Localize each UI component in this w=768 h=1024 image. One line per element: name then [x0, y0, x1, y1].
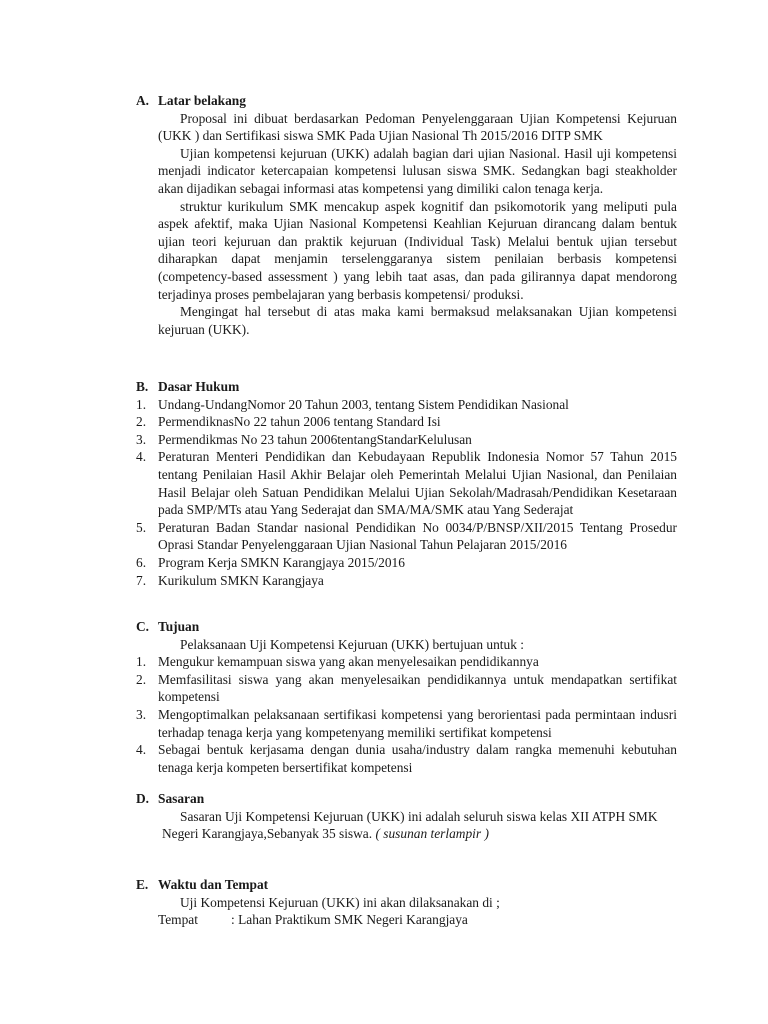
paragraph: Sasaran Uji Kompetensi Kejuruan (UKK) ini adalah seluruh siswa kelas XII ATPH SMK [180, 808, 658, 824]
list-item [136, 413, 677, 431]
paragraph: Mengingat hal tersebut di atas maka kami bermaksud melaksanakan Ujian kompetensi kejuruan (UKK). [158, 304, 677, 337]
list-text: Peraturan Menteri Pendidikan dan Kebudayaan Republik Indonesia Nomor 57 Tahun 2015 tentang Penilaian Hasil Akhir Belajar oleh Pemerintah Melalui Ujian Nasional, dan Penilaian Hasil Belajar oleh Satuan Pendidikan Melalui Ujian Sekolah/Madrasah/Pendidikan Kesetaraan pada SMP/MTs atau Yang Sederajat dan SMA/MA/SMK atau Yang Sederajat [158, 449, 677, 518]
list-number: 2. [136, 414, 147, 430]
list-item [136, 741, 677, 776]
list-item [136, 653, 677, 671]
list-text: Program Kerja SMKN Karangjaya 2015/2016 [158, 554, 405, 570]
list-item [136, 671, 677, 706]
section-heading [136, 790, 677, 808]
paragraph: struktur kurikulum SMK mencakup aspek kognitif dan psikomotorik yang meliputi pula aspek afektif, maka Ujian Nasional Kompetensi Keahlian Kejuruan dirancang dalam bentuk ujian teori kejuruan dan praktik kejuruan (Individual Task) Melalui bentuk ujian tersebut diharapkan dapat menjamin terselenggaranya sistem penilaian berbasis kompetensi (competency-based assessment ) yang lebih taat asas, dan pada gilirannya dapat mendorong terjadinya proses pembelajaran yang berbasis kompetensi/ produksi. [158, 198, 677, 302]
list-text: Undang-UndangNomor 20 Tahun 2003, tentang Sistem Pendidikan Nasional [158, 396, 569, 412]
attachment-note: ( susunan terlampir ) [375, 826, 489, 842]
place-label: Tempat [158, 912, 198, 928]
list-number: 7. [136, 572, 147, 588]
list-text: Kurikulum SMKN Karangjaya [158, 572, 324, 588]
paragraph: Pelaksanaan Uji Kompetensi Kejuruan (UKK) bertujuan untuk : [180, 636, 524, 652]
section-letter: A. [136, 93, 150, 108]
section-sasaran [136, 790, 677, 843]
section-heading [136, 618, 677, 636]
section-heading [136, 876, 677, 894]
list-text: Sebagai bentuk kerjasama dengan dunia usaha/industry dalam rangka memenuhi kebutuhan tenaga kerja kompeten bersertifikat kompetensi [158, 742, 677, 775]
section-heading [136, 378, 677, 396]
section-title: Latar belakang [158, 93, 246, 108]
list-number: 1. [136, 396, 147, 412]
list-number: 1. [136, 654, 147, 670]
section-title: Tujuan [158, 619, 200, 634]
list-item [136, 554, 677, 572]
place-value: : Lahan Praktikum SMK Negeri Karangjaya [231, 912, 468, 928]
section-title: Waktu dan Tempat [158, 877, 269, 892]
section-letter: E. [136, 877, 149, 892]
list-number: 2. [136, 671, 147, 687]
list-item [136, 431, 677, 449]
objectives-list [136, 653, 677, 776]
list-item [136, 396, 677, 414]
list-item [136, 572, 677, 590]
list-text: PermendiknasNo 22 tahun 2006 tentang Standard Isi [158, 414, 441, 430]
target-count-text: Negeri Karangjaya,Sebanyak 35 siswa. [162, 826, 373, 842]
place-row [158, 911, 677, 929]
list-number: 4. [136, 449, 147, 465]
list-text: Mengukur kemampuan siswa yang akan menyelesaikan pendidikannya [158, 654, 539, 670]
list-number: 5. [136, 519, 147, 535]
paragraph: Uji Kompetensi Kejuruan (UKK) ini akan dilaksanakan di ; [180, 894, 500, 910]
section-heading [136, 92, 677, 110]
paragraph [158, 825, 677, 843]
section-tujuan [136, 618, 677, 776]
list-text: Mengoptimalkan pelaksanaan sertifikasi kompetensi yang berorientasi pada permintaan indusri terhadap tenaga kerja yang kompetenyang memiliki sertifikat kompetensi [158, 706, 677, 740]
list-number: 3. [136, 706, 147, 722]
section-latar-belakang [136, 92, 677, 338]
list-item [136, 519, 677, 554]
paragraph: Ujian kompetensi kejuruan (UKK) adalah bagian dari ujian Nasional. Hasil uji kompetensi menjadi indicator ketercapaian kompetensi lulusan siswa SMK. Sedangkan bagi steakholder akan dijadikan sebagai informasi atas kompetensi yang dimiliki calon tenaga kerja. [158, 145, 677, 196]
section-dasar-hukum [136, 378, 677, 589]
list-number: 6. [136, 554, 147, 570]
section-title: Sasaran [158, 791, 205, 806]
legal-basis-list [136, 396, 677, 590]
list-text: Memfasilitasi siswa yang akan menyelesaikan pendidikannya untuk mendapatkan sertifikat kompetensi [158, 671, 677, 705]
section-waktu-tempat [136, 876, 677, 929]
section-letter: B. [136, 379, 149, 394]
list-text: Peraturan Badan Standar nasional Pendidikan No 0034/P/BNSP/XII/2015 Tentang Prosedur Oprasi Standar Penyelenggaraan Ujian Nasional Tahun Pelajaran 2015/2016 [158, 519, 677, 553]
list-item [136, 706, 677, 741]
section-title: Dasar Hukum [158, 379, 240, 394]
list-number: 4. [136, 742, 147, 758]
paragraph: Proposal ini dibuat berdasarkan Pedoman Penyelenggaraan Ujian Kompetensi Kejuruan (UKK ) dan Sertifikasi siswa SMK Pada Ujian Nasional Th 2015/2016 DITP SMK [158, 110, 677, 144]
list-text: Permendikmas No 23 tahun 2006tentangStandarKelulusan [158, 431, 472, 447]
section-letter: C. [136, 619, 150, 634]
list-number: 3. [136, 431, 147, 447]
list-item [136, 448, 677, 518]
section-letter: D. [136, 791, 150, 806]
